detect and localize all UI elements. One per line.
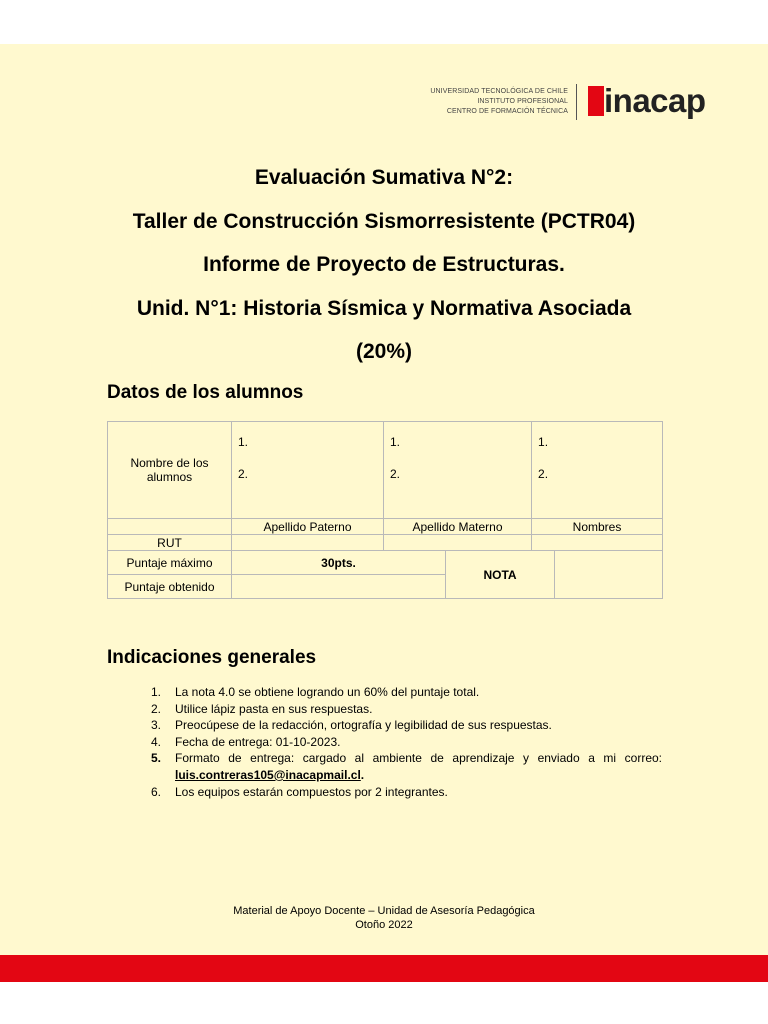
institution-line: CENTRO DE FORMACIÓN TÉCNICA	[446, 108, 568, 115]
list-item: 6. Los equipos estarán compuestos por 2 integrantes.	[151, 784, 448, 799]
empty-cell	[108, 519, 232, 535]
col-header-apellido-materno: Apellido Materno	[384, 519, 532, 535]
institution-line: INSTITUTO PROFESIONAL	[477, 98, 568, 105]
rut-field-2[interactable]	[384, 535, 532, 551]
list-item: 2. Utilice lápiz pasta en sus respuestas.	[151, 701, 373, 716]
logo-divider	[576, 84, 577, 120]
rut-label: RUT	[108, 535, 232, 551]
list-item: 5. Formato de entrega: cargado al ambiente de aprendizaje y enviado a mi correo: luis.contreras105@inacapmail.cl.	[151, 751, 662, 782]
course-title: Taller de Construcción Sismorresistente (PCTR04)	[132, 210, 636, 233]
instructions-list	[147, 684, 662, 800]
weight-title: (20%)	[355, 340, 413, 363]
nota-label: NOTA	[446, 551, 555, 599]
email-link[interactable]: luis.contreras105@inacapmail.cl	[175, 767, 361, 782]
name-slot: 1.	[390, 435, 401, 449]
name-slot: 2.	[390, 467, 401, 481]
indicaciones-heading: Indicaciones generales	[107, 647, 317, 668]
nombre-label: Nombre de los alumnos	[108, 422, 232, 519]
datos-heading: Datos de los alumnos	[107, 382, 304, 403]
inacap-logo: inacap	[604, 82, 706, 119]
institution-line: UNIVERSIDAD TECNOLÓGICA DE CHILE	[430, 88, 568, 95]
list-item: 3. Preocúpese de la redacción, ortografía y legibilidad de sus respuestas.	[151, 718, 552, 733]
list-item: 4. Fecha de entrega: 01-10-2023.	[151, 734, 341, 749]
list-item: 1. La nota 4.0 se obtiene logrando un 60% del puntaje total.	[151, 685, 480, 699]
col-header-nombres: Nombres	[532, 519, 663, 535]
puntaje-obtenido-label: Puntaje obtenido	[108, 575, 232, 599]
inacap-logo-mark-icon	[588, 86, 604, 116]
name-slot: 1.	[238, 435, 249, 449]
apellido-paterno-cell[interactable]	[232, 422, 384, 519]
unit-title: Unid. N°1: Historia Sísmica y Normativa Asociada	[136, 297, 632, 320]
footer-brand-band	[0, 955, 768, 982]
apellido-materno-cell[interactable]	[384, 422, 532, 519]
name-slot: 2.	[238, 467, 249, 481]
footer-line: Material de Apoyo Docente – Unidad de Asesoría Pedagógica	[233, 905, 535, 917]
evaluation-title: Evaluación Sumativa N°2:	[254, 166, 514, 189]
rut-field-1[interactable]	[232, 535, 384, 551]
nota-field[interactable]	[555, 551, 663, 599]
name-slot: 1.	[538, 435, 549, 449]
puntaje-maximo-value: 30pts.	[232, 551, 446, 575]
nombres-cell[interactable]	[532, 422, 663, 519]
rut-field-3[interactable]	[532, 535, 663, 551]
puntaje-maximo-label: Puntaje máximo	[108, 551, 232, 575]
col-header-apellido-paterno: Apellido Paterno	[232, 519, 384, 535]
student-data-table	[107, 421, 663, 599]
footer-season: Otoño 2022	[355, 919, 413, 931]
name-slot: 2.	[538, 467, 549, 481]
report-title: Informe de Proyecto de Estructuras.	[203, 253, 565, 276]
puntaje-obtenido-field[interactable]	[232, 575, 446, 599]
institution-tagline	[430, 87, 568, 117]
